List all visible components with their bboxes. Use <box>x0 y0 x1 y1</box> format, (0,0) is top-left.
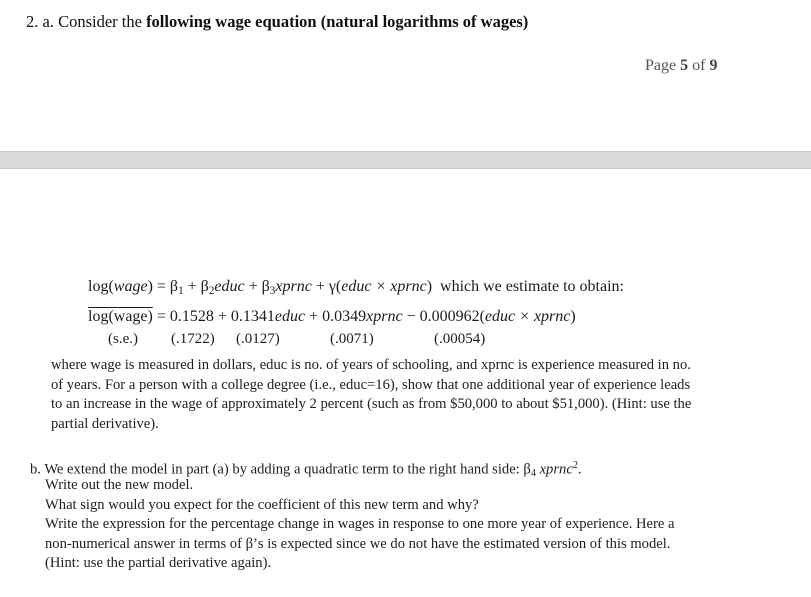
se-value: (.0127) <box>236 331 280 347</box>
eq-var: wage <box>113 278 148 295</box>
eq-part: + β <box>183 278 209 295</box>
eq-var: educ × xprnc <box>484 308 571 325</box>
eq-part: + β <box>244 278 270 295</box>
eq-subscript: 4 <box>530 468 536 480</box>
part-b-paragraph <box>45 476 675 574</box>
model-equation <box>88 278 624 297</box>
question-heading-text: following wage equation (natural logarithms of wages) <box>146 12 529 31</box>
text-line: Write the expression for the percentage change in wages in response to one more year of experience. Here a <box>45 516 675 533</box>
eq-part: − 0.000962( <box>402 308 485 325</box>
eq-var: xprnc <box>535 461 573 478</box>
eq-var: educ <box>274 308 306 325</box>
question-number: 2. a. Consider the <box>26 12 142 31</box>
text-line: What sign would you expect for the coefficient of this new term and why? <box>45 496 479 513</box>
page-prefix: Page <box>645 57 677 74</box>
eq-part: ) = β <box>147 278 179 295</box>
eq-part: . <box>577 461 582 478</box>
text-line: partial derivative). <box>51 415 159 432</box>
eq-lhs: log(wage) <box>88 308 153 325</box>
eq-var: educ <box>214 278 245 295</box>
eq-tail-text: which we estimate to obtain: <box>440 278 624 295</box>
eq-var: educ × xprnc <box>341 278 427 295</box>
eq-subscript: 3 <box>269 284 276 297</box>
eq-var: xprnc <box>275 278 312 295</box>
text-line: of years. For a person with a college degree (i.e., educ=16), show that one additional year of experience leads <box>51 376 691 393</box>
page-current: 5 <box>680 57 689 74</box>
page-divider <box>0 151 811 169</box>
se-label: (s.e.) <box>108 331 138 347</box>
text-line: Write out the new model. <box>45 477 194 493</box>
part-a-paragraph <box>51 356 691 434</box>
text-line: to an increase in the wage of approximately 2 percent (such as from $50,000 to about $51,000). (Hint: use the <box>51 396 692 413</box>
question-heading <box>26 12 528 32</box>
eq-subscript: 1 <box>178 284 184 297</box>
eq-part: + γ( <box>311 278 342 295</box>
page-total: 9 <box>709 57 718 74</box>
eq-part: log( <box>88 278 114 295</box>
text-line: non-numerical answer in terms of β’s is expected since we do not have the estimated version of this model. <box>45 535 671 552</box>
text-line: (Hint: use the partial derivative again). <box>45 555 272 572</box>
eq-part: = 0.1528 + 0.1341 <box>152 308 275 325</box>
eq-var: xprnc <box>366 308 403 325</box>
page-of: of <box>692 57 706 74</box>
part-b-intro-text: b. We extend the model in part (a) by adding a quadratic term to the right hand side: β <box>30 461 531 478</box>
page-indicator <box>645 57 717 75</box>
eq-part: ) <box>426 278 433 295</box>
eq-part: + 0.0349 <box>305 308 367 325</box>
se-value: (.0071) <box>330 331 374 347</box>
se-value: (.00054) <box>434 331 486 347</box>
estimated-equation <box>88 308 576 326</box>
eq-subscript: 2 <box>208 284 215 297</box>
eq-superscript: 2 <box>572 460 578 471</box>
eq-part: ) <box>570 308 576 325</box>
se-value: (.1722) <box>171 331 215 347</box>
text-line: where wage is measured in dollars, educ is no. of years of schooling, and xprnc is experience measured in no. <box>51 357 691 373</box>
standard-errors-row <box>108 331 508 351</box>
